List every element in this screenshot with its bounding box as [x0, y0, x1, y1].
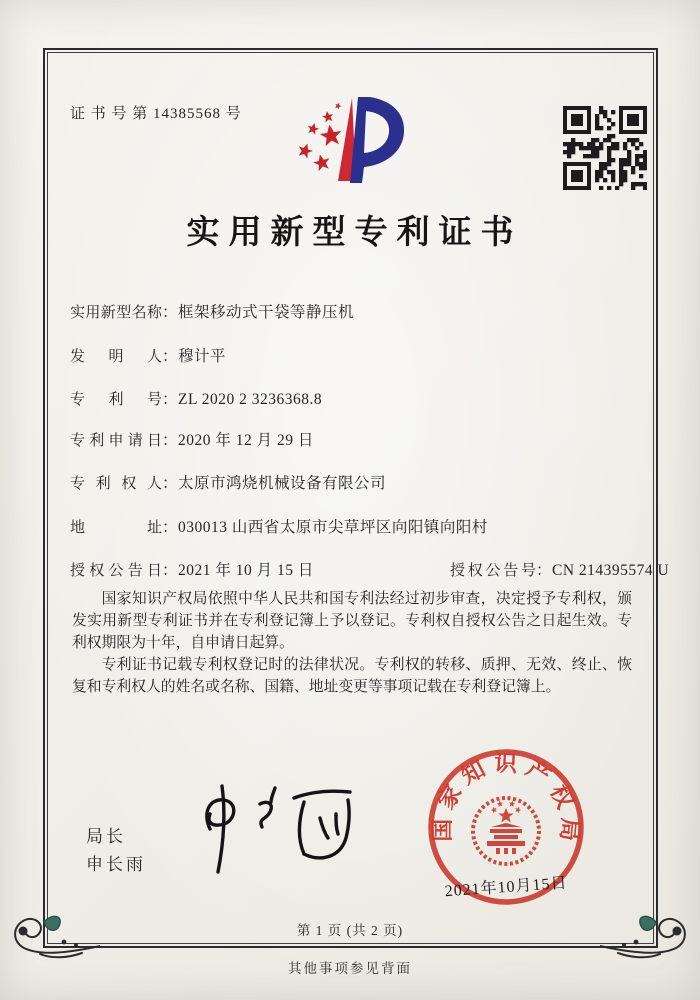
grant-date-value: 2021 年 10 月 15 日: [178, 562, 314, 579]
field-label: 专利申请日: [70, 433, 162, 449]
field-row-utility-model-name: 实用新型名称：框架移动式干袋等静压机: [70, 300, 354, 322]
field-value: 2020 年 12 月 29 日: [178, 432, 314, 449]
legal-paragraph-2: 专利证书记载专利权登记时的法律状况。专利权的转移、质押、无效、终止、恢复和专利权人的姓名或名称、国籍、地址变更等事项记载在专利登记簿上。: [72, 657, 632, 695]
field-row-address: 地址：030013 山西省太原市尖草坪区向阳镇向阳村: [70, 515, 488, 537]
commissioner-duty: 局长: [86, 827, 126, 846]
page-indicator: 第 1 页 (共 2 页): [296, 923, 404, 938]
field-value: 穆计平: [178, 348, 227, 365]
corner-flourish-icon: [6, 912, 100, 962]
field-label: 专利权人: [70, 476, 162, 492]
field-row-inventor: 发明人：穆计平: [70, 344, 226, 366]
qr-code: [563, 106, 647, 190]
cnipa-logo-icon: [284, 95, 416, 187]
commissioner-name: 申长雨: [86, 855, 146, 874]
field-value: 框架移动式干袋等静压机: [178, 304, 355, 321]
field-label: 实用新型名称: [70, 305, 162, 321]
field-value: 030013 山西省太原市尖草坪区向阳镇向阳村: [178, 519, 488, 536]
legal-paragraph-1: 国家知识产权局依照中华人民共和国专利法经过初步审查，决定授予专利权，颁发实用新型专利证书并在专利登记簿上予以登记。专利权自授权公告之日起生效。专利权期限为十年，自申请日起算。: [72, 591, 632, 651]
back-side-note: 其他事项参见背面: [288, 961, 412, 976]
field-row-patentee: 专利权人：太原市鸿烧机械设备有限公司: [70, 471, 386, 493]
certificate-title: 实用新型专利证书: [186, 215, 523, 251]
grant-number-label: 授权公告号: [450, 563, 536, 579]
grant-date-label: 授权公告日: [70, 563, 162, 579]
seal-date: 2021年10月15日: [444, 874, 569, 901]
svg-text:国家知识产权局: [430, 751, 583, 849]
field-row-grant: 授权公告日：2021 年 10 月 15 日 授权公告号：CN 214395574 U: [70, 558, 314, 580]
field-row-filing-date: 专利申请日：2020 年 12 月 29 日: [70, 428, 314, 450]
certificate-number: 证 书 号 第 14385568 号: [70, 106, 242, 122]
field-value: 太原市鸿烧机械设备有限公司: [178, 475, 387, 492]
field-label: 发明人: [70, 349, 162, 365]
seal-arc-text: 国家知识产权局: [429, 750, 584, 850]
legal-text-block: [72, 588, 632, 698]
corner-flourish-icon: [600, 912, 694, 962]
field-value: ZL 2020 2 3236368.8: [178, 391, 323, 408]
field-label: 专利号: [70, 392, 162, 408]
field-label: 地址: [70, 520, 162, 536]
field-row-patent-number: 专利号：ZL 2020 2 3236368.8: [70, 387, 322, 409]
signature-handwriting: [180, 774, 380, 878]
grant-number-value: CN 214395574 U: [552, 562, 670, 579]
grant-number-group: 授权公告号：CN 214395574 U: [450, 558, 669, 580]
